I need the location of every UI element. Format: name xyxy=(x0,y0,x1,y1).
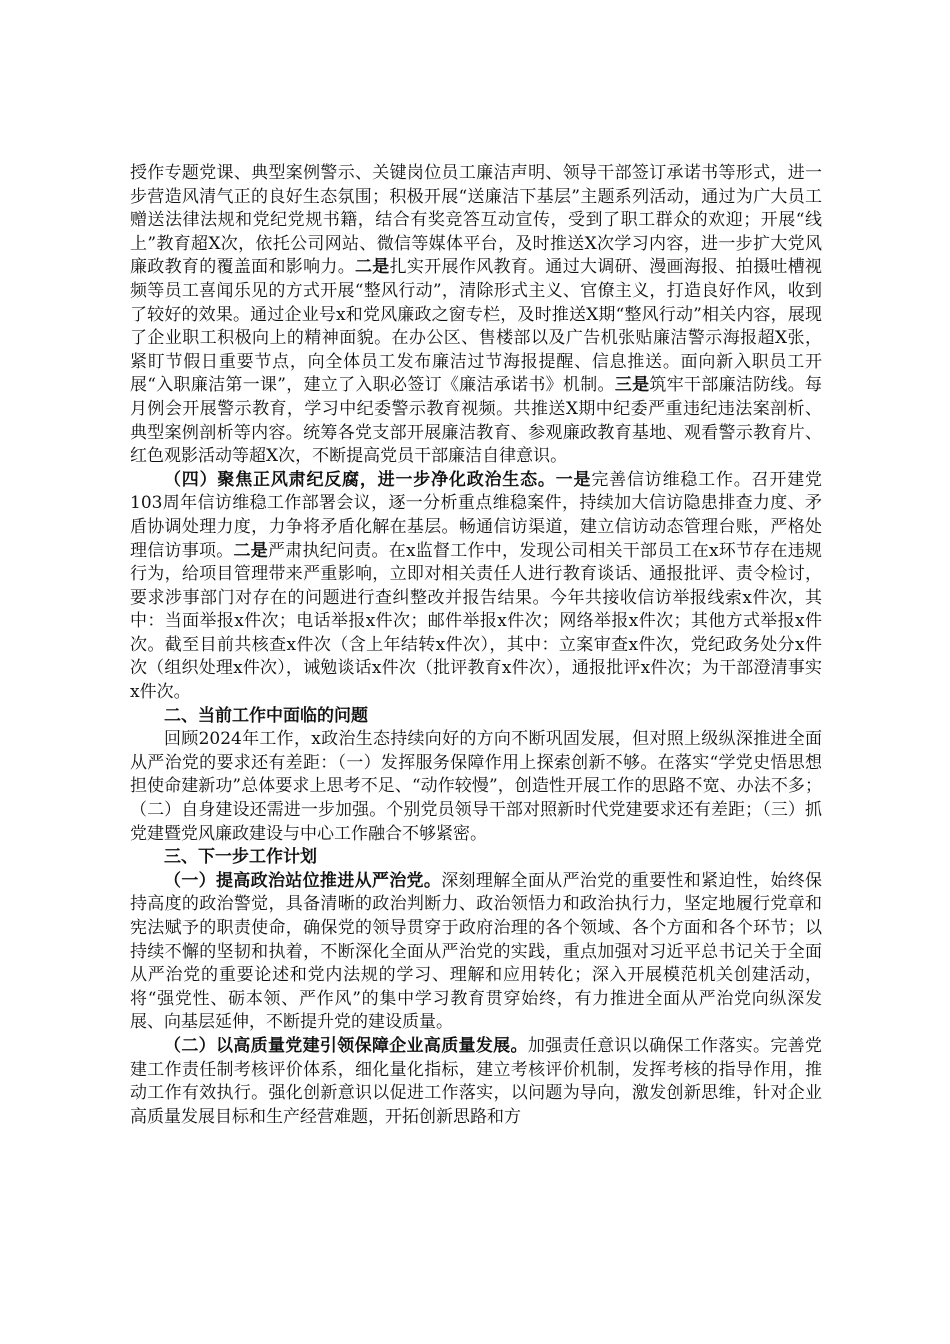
bold-lead: 二是 xyxy=(233,540,268,561)
paragraph-text: 筑牢干部廉洁防线。每月例会开展警示教育，学习中纪委警示教育视频。共推送X期中纪委严重违纪违法案剖析、典型案例剖析等内容。统筹各党支部开展廉洁教育、参观廉政教育基地、观看警示教育片、红色观影活动等超X次，不断提高党员干部廉洁自律意识。 xyxy=(130,375,823,467)
paragraph-text: 深刻理解全面从严治党的重要性和紧迫性，始终保持高度的政治警觉，具备清晰的政治判断力、政治领悟力和政治执行力，坚定地履行党章和宪法赋予的职责使命，确保党的领导贯穿于政府治理的各个领域、各个方面和各个环节；以持续不懈的坚韧和执着，不断深化全面从严治党的实践，重点加强对习近平总书记关于全面从严治党的重要论述和党内法规的学习、理解和应用转化；深入开展模范机关创建活动，将“强党性、砺本领、严作风”的集中学习教育贯穿始终，有力推进全面从严治党向纵深发展、向基层延伸，不断提升党的建设质量。 xyxy=(130,870,823,1033)
paragraph-text: 严肃执纪问责。在x监督工作中，发现公司相关干部员工在x环节存在违规行为，给项目管理带来严重影响，立即对相关责任人进行教育谈话、通报批评、责令检讨，要求涉事部门对存在的问题进行查纠整改并报告结果。今年共接收信访举报线索x件次，其中：当面举报x件次；电话举报x件次；邮件举报x件次；网络举报x件次；其他方式举报x件次。截至目前共核查x件次（含上年结转x件次），其中：立案审查x件次，党纪政务处分x件次（组织处理x件次），诫勉谈话x件次（批评教育x件次），通报批评x件次；为干部澄清事实x件次。 xyxy=(130,540,823,703)
paragraph-problems: 回顾2024年工作，x政治生态持续向好的方向不断巩固发展，但对照上级纵深推进全面从严治党的要求还有差距：（一）发挥服务保障作用上探索创新不够。在落实“学党史悟思想担使命建新功”总体要求上思考不足、“动作较慢”，创造性开展工作的思路不宽、办法不多；（二）自身建设还需进一步加强。个别党员领导干部对照新时代党建要求还有差距；（三）抓党建暨党风廉政建设与中心工作融合不够紧密。 xyxy=(130,729,822,844)
paragraph-text: 完善信访维稳工作。召开建党103周年信访维稳工作部署会议，逐一分析重点维稳案件，持续加大信访隐患排查力度、矛盾协调处理力度，力争将矛盾化解在基层。畅通信访渠道，建立信访动态管理台账，严格处理信访事项。 xyxy=(130,469,823,561)
document-body xyxy=(130,162,822,1129)
bold-lead: （四）聚焦正风肃纪反腐，进一步净化政治生态。一是 xyxy=(164,469,592,490)
bold-lead: （一）提高政治站位推进从严治党。 xyxy=(164,870,442,891)
paragraph-plan-2 xyxy=(130,1035,822,1129)
bold-lead: 三是 xyxy=(614,375,650,396)
bold-lead: 二是 xyxy=(355,257,390,278)
paragraph-education xyxy=(130,162,822,469)
paragraph-text: 授作专题党课、典型案例警示、关键岗位员工廉洁声明、领导干部签订承诺书等形式，进一步营造风清气正的良好生态氛围；积极开展“送廉洁下基层”主题系列活动，通过为广大员工赠送法律法规和党纪党规书籍，结合有奖竞答互动宣传，受到了职工群众的欢迎；开展“线上”教育超X次，依托公司网站、微信等媒体平台，及时推送X次学习内容，进一步扩大党风廉政教育的覆盖面和影响力。 xyxy=(130,163,822,278)
section-heading-plan: 三、下一步工作计划 xyxy=(164,847,317,868)
paragraph-plan-1 xyxy=(130,870,822,1035)
paragraph-text: 加强责任意识以确保工作落实。完善党建工作责任制考核评价体系，细化量化指标，建立考核评价机制，发挥考核的指导作用，推动工作有效执行。强化创新意识以促进工作落实，以问题为导向，激发创新思维，针对企业高质量发展目标和生产经营难题，开拓创新思路和方 xyxy=(130,1035,823,1127)
section-heading-problems: 二、当前工作中面临的问题 xyxy=(164,705,368,726)
paragraph-anti-corruption xyxy=(130,469,822,705)
paragraph-text: 扎实开展作风教育。通过大调研、漫画海报、拍摄吐槽视频等员工喜闻乐见的方式开展“整风行动”，清除形式主义、官僚主义，打造良好作风，收到了较好的效果。通过企业号x和党风廉政之窗专栏，及时推送X期“整风行动”相关内容，展现了企业职工积极向上的精神面貌。在办公区、售楼部以及广告机张贴廉洁警示海报超X张，紧盯节假日重要节点，向全体员工发布廉洁过节海报提醒、信息推送。面向新入职员工开展“入职廉洁第一课”，建立了入职必签订《廉洁承诺书》机制。 xyxy=(130,257,823,396)
bold-lead: （二）以高质量党建引领保障企业高质量发展。 xyxy=(164,1035,528,1056)
